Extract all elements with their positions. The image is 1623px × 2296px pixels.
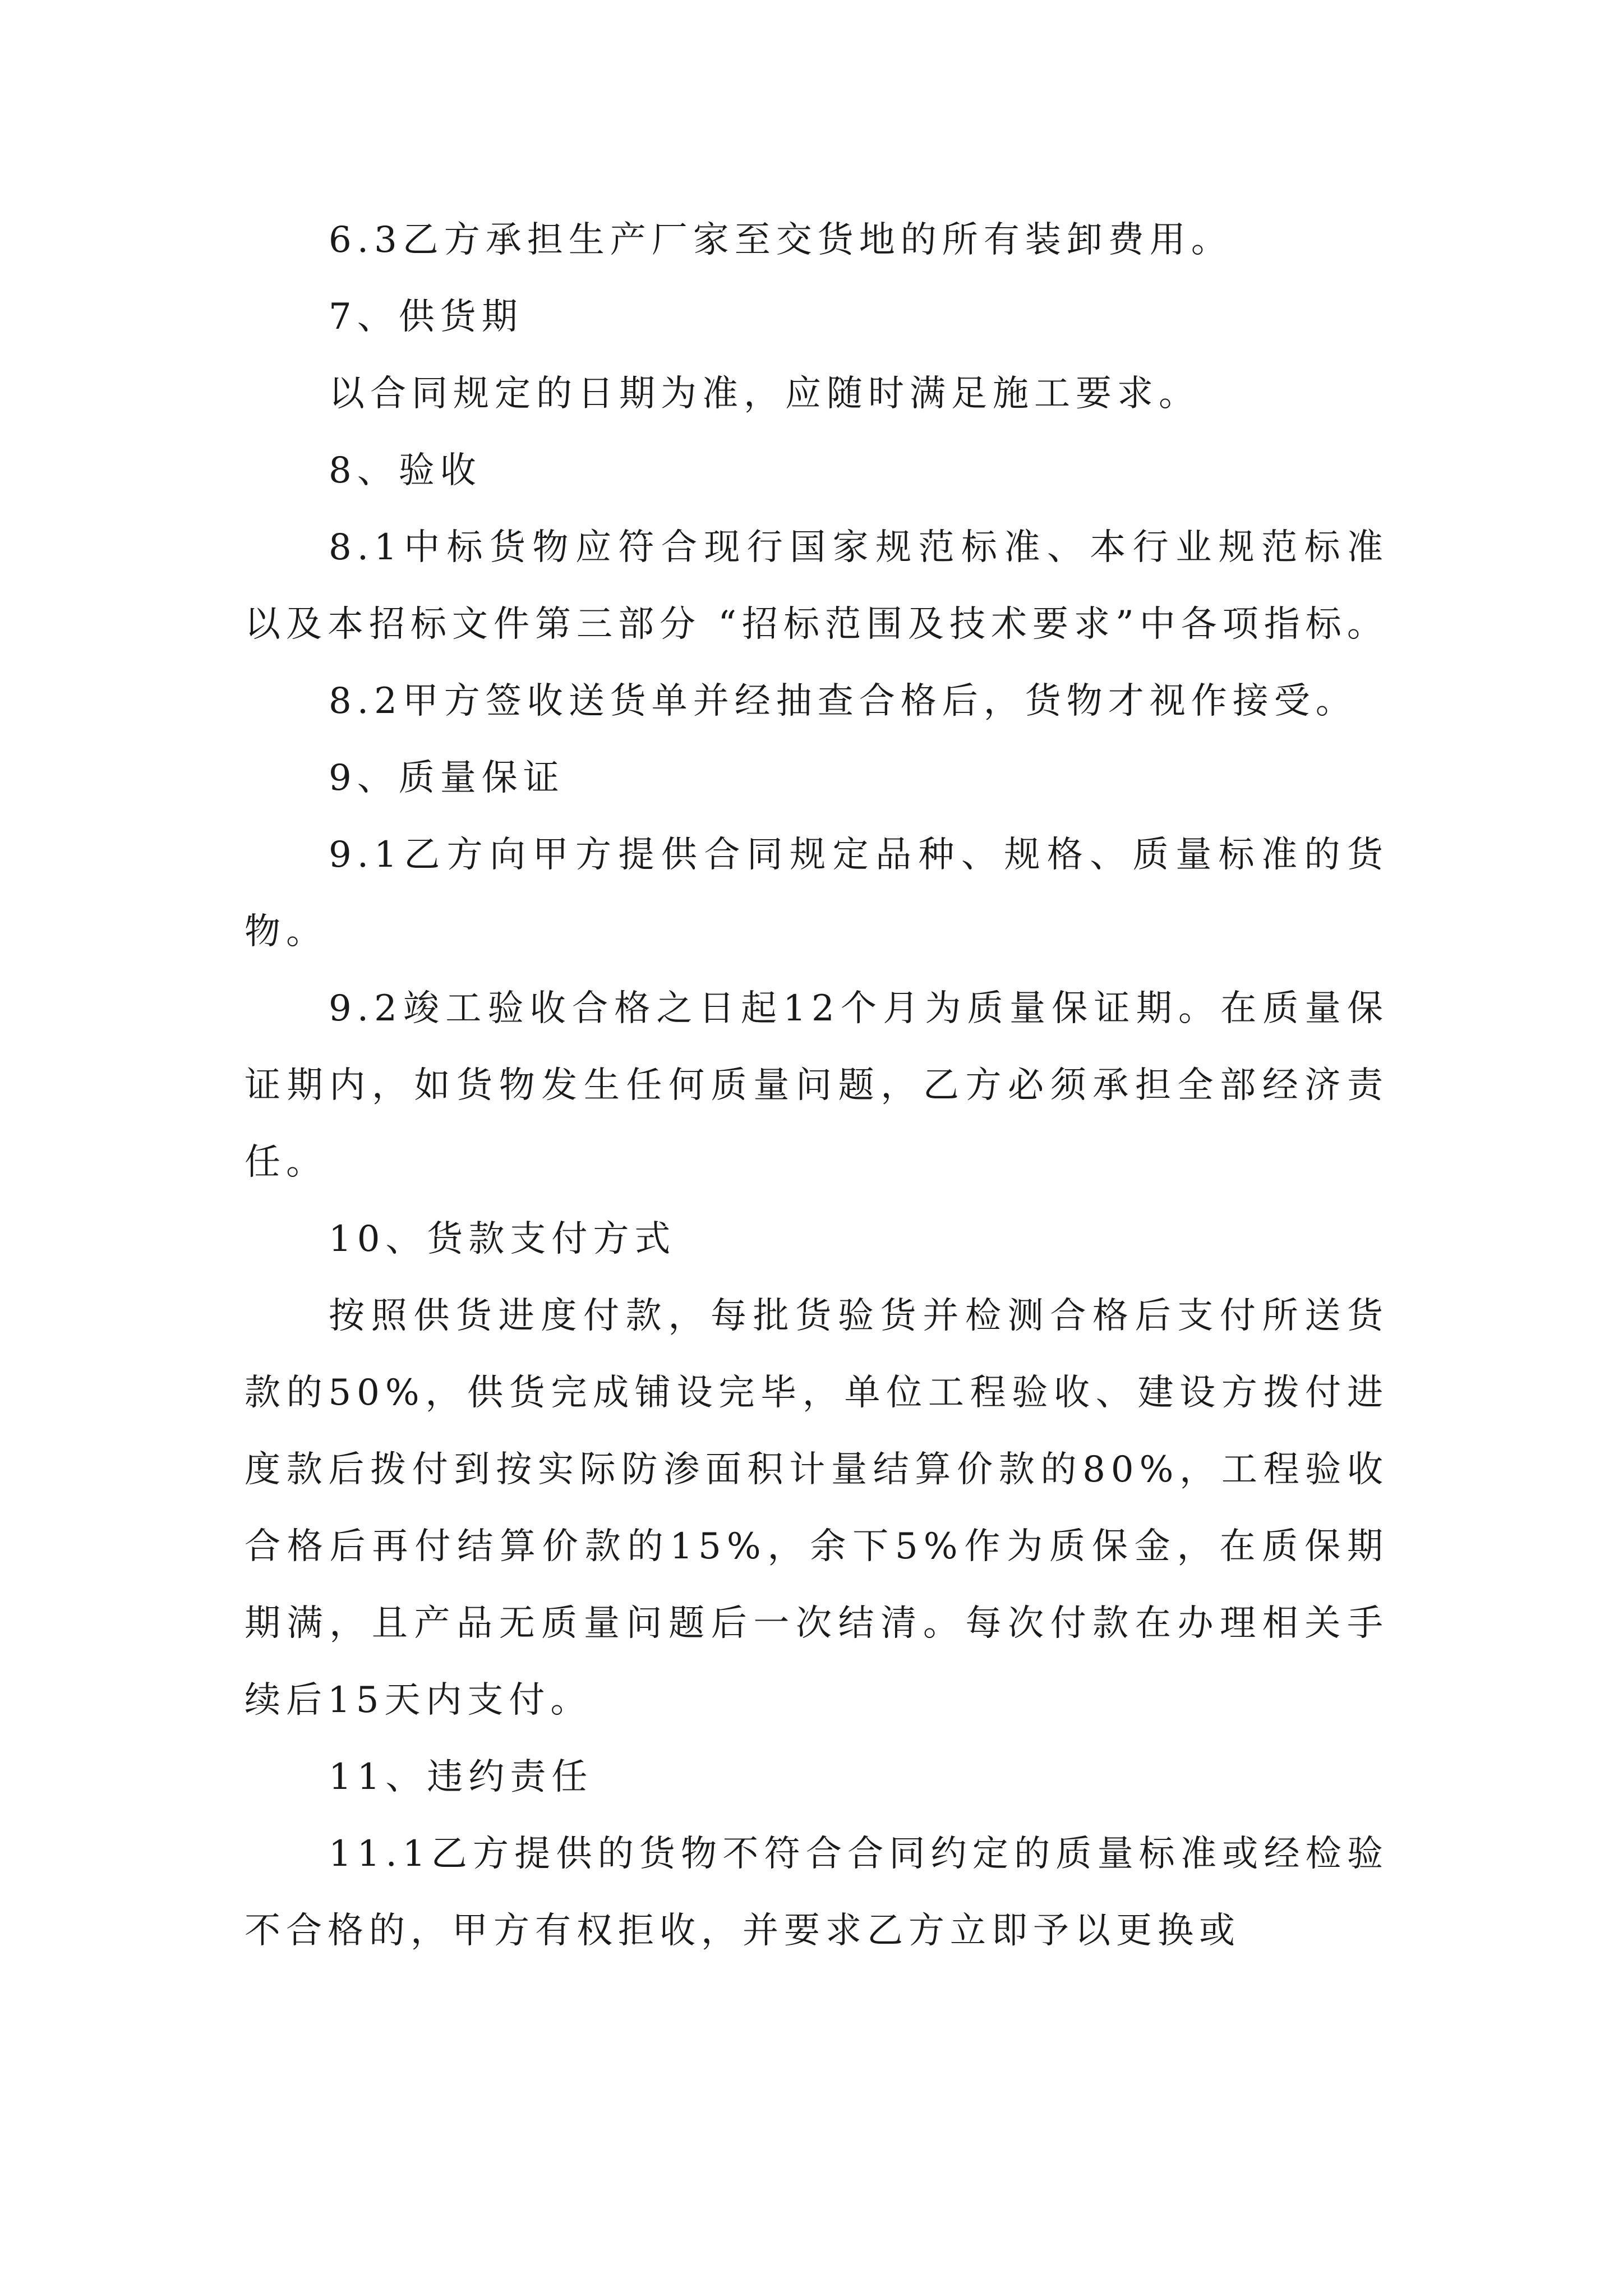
heading-11-liability: 11、违约责任 <box>329 1756 593 1798</box>
heading-9-quality-guarantee: 9、质量保证 <box>329 757 565 799</box>
clause-11-1: 11.1乙方提供的货物不符合合同约定的质量标准或经检验不合格的，甲方有权拒收，并要求乙方立即予以更换或 <box>245 1833 1389 1952</box>
clause-8-2: 8.2甲方签收送货单并经抽查合格后，货物才视作接受。 <box>329 680 1357 722</box>
supply-period-text: 以合同规定的日期为准，应随时满足施工要求。 <box>329 373 1200 415</box>
document-body <box>245 202 1389 1970</box>
payment-text: 按照供货进度付款，每批货验货并检测合格后支付所送货款的50%，供货完成铺设完毕，单位工程验收、建设方拨付进度款后拨付到按实际防渗面积计量结算价款的80%，工程验收合格后再付结算价款的15%，余下5%作为质保金，在质保期期满，且产品无质量问题后一次结清。每次付款在办理相关手续后15天内支付。 <box>245 1295 1389 1721</box>
clause-9-2: 9.2竣工验收合格之日起12个月为质量保证期。在质量保证期内，如货物发生任何质量问题，乙方必须承担全部经济责任。 <box>245 988 1389 1183</box>
clause-8-1: 8.1中标货物应符合现行国家规范标准、本行业规范标准以及本招标文件第三部分 “招标范围及技术要求”中各项指标。 <box>245 527 1389 645</box>
clause-9-1: 9.1乙方向甲方提供合同规定品种、规格、质量标准的货物。 <box>245 834 1389 953</box>
heading-7-supply-period: 7、供货期 <box>329 296 523 338</box>
heading-10-payment: 10、货款支付方式 <box>329 1218 676 1260</box>
clause-6-3: 6.3乙方承担生产厂家至交货地的所有装卸费用。 <box>329 219 1233 261</box>
heading-8-acceptance: 8、验收 <box>329 450 482 491</box>
